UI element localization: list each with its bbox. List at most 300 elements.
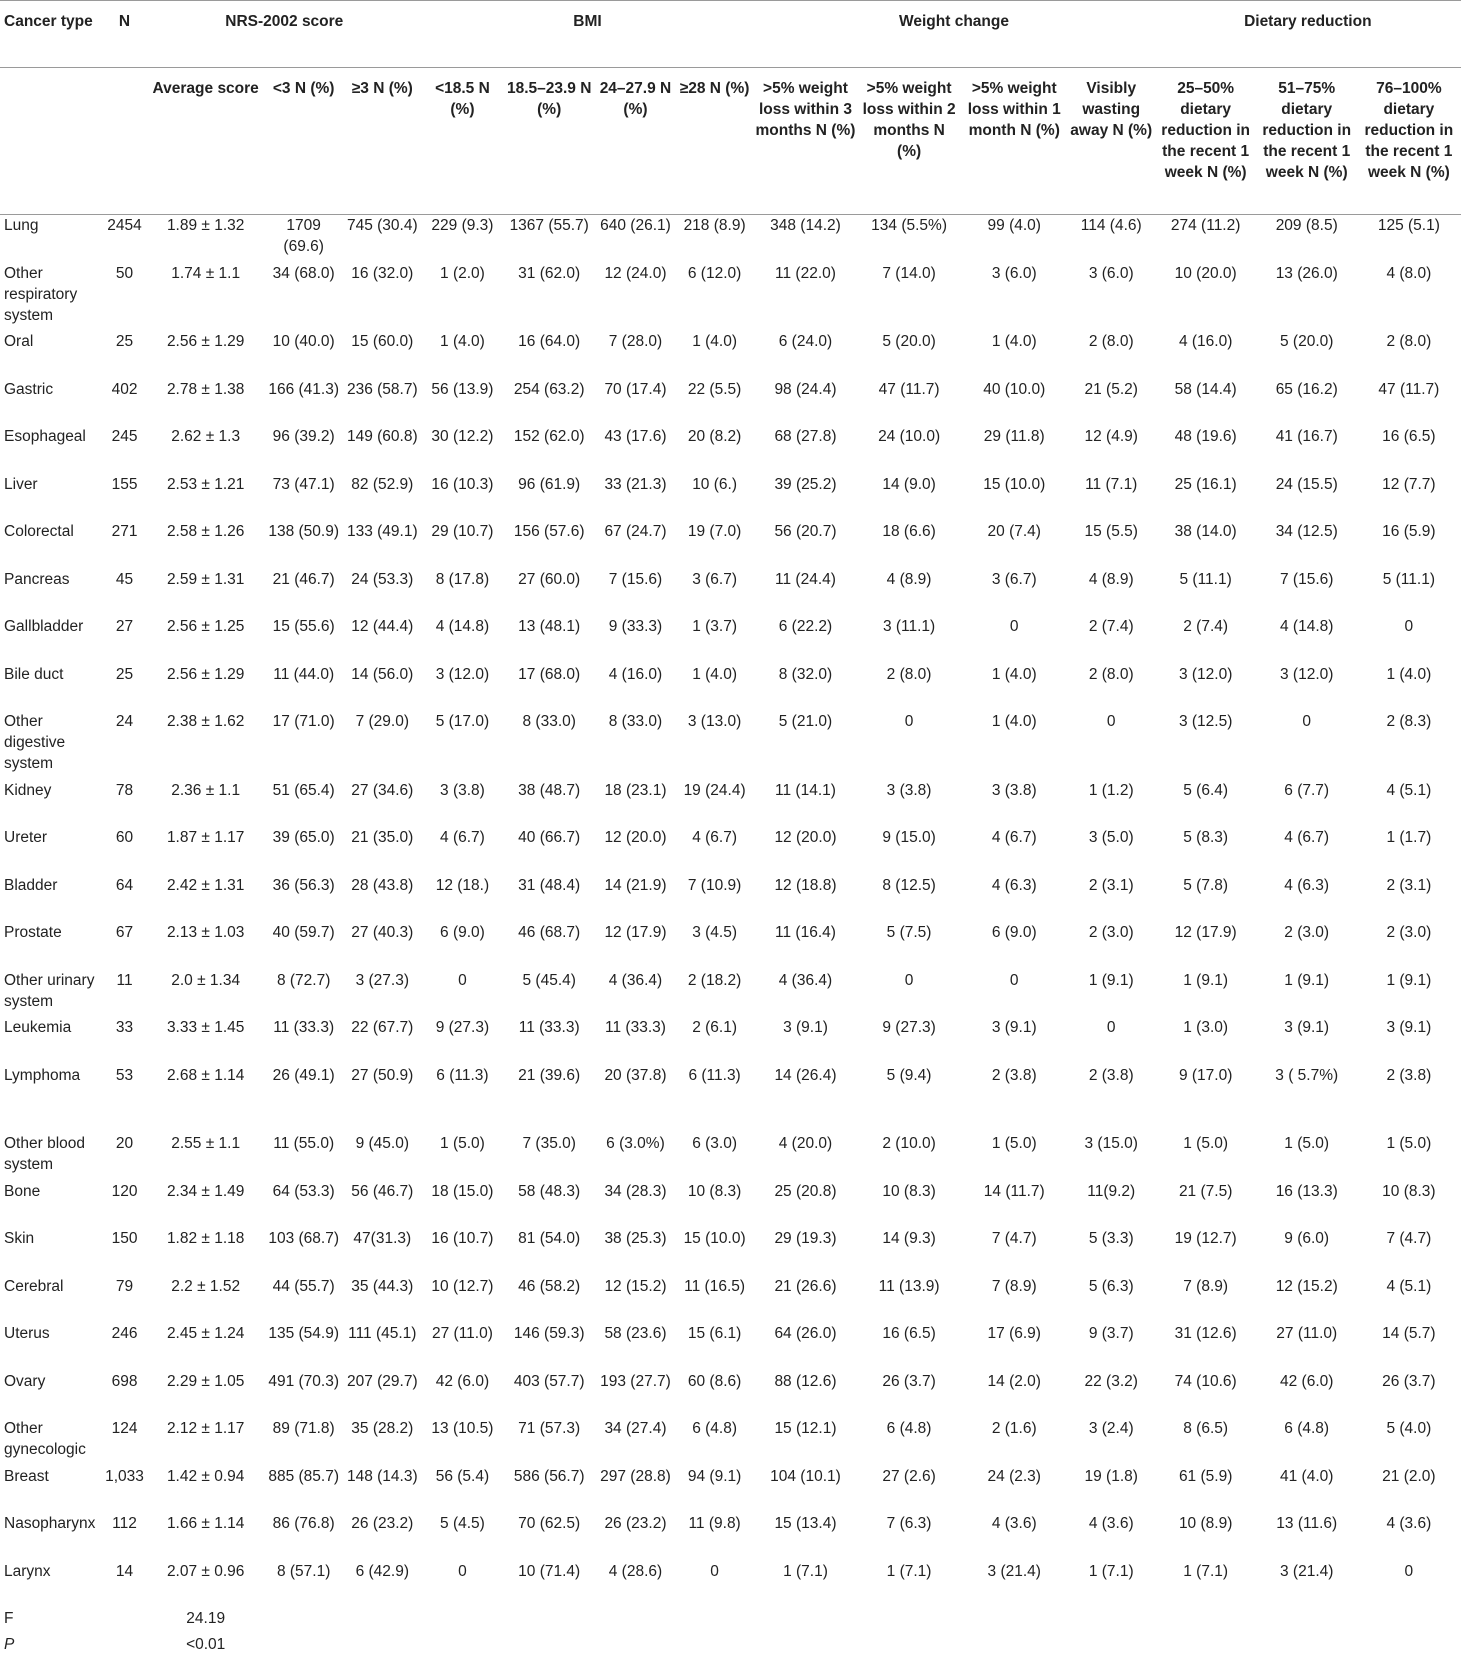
value-cell: 98 (24.4) xyxy=(774,380,837,398)
value-cell: 56 (13.9) xyxy=(431,380,494,398)
cancer-type-cell: Breast xyxy=(4,1467,49,1485)
value-cell: 2 (3.1) xyxy=(1386,876,1432,894)
value-cell: 26 (3.7) xyxy=(882,1372,936,1390)
value-cell: 11 (33.3) xyxy=(605,1019,666,1036)
subheader: 18.5–23.9 N (%) xyxy=(503,68,595,215)
table-row xyxy=(0,331,1461,379)
value-cell: 218 (8.9) xyxy=(683,217,746,234)
value-cell: 21 (7.5) xyxy=(1178,1182,1233,1200)
value-cell: 4 (28.6) xyxy=(608,1562,663,1580)
value-cell: 2 (7.4) xyxy=(1183,618,1229,635)
value-cell: 21 (39.6) xyxy=(518,1066,581,1084)
value-cell: 209 (8.5) xyxy=(1275,217,1338,234)
value-cell: 7 (14.0) xyxy=(882,264,936,282)
value-cell: 13 (10.5) xyxy=(431,1420,494,1437)
n-cell: 53 xyxy=(115,1066,134,1084)
subheader: <18.5 N (%) xyxy=(422,68,504,215)
value-cell: 11 (33.3) xyxy=(518,1019,580,1036)
value-cell: 8 (12.5) xyxy=(882,876,936,894)
value-cell: 2.12 ± 1.17 xyxy=(166,1420,245,1437)
table-row xyxy=(0,875,1461,923)
n-cell: 64 xyxy=(115,876,134,894)
value-cell: 0 xyxy=(1106,1019,1116,1036)
value-cell: 5 (20.0) xyxy=(1280,333,1334,350)
value-cell: 7 (35.0) xyxy=(522,1135,576,1152)
value-cell: 0 xyxy=(1404,618,1414,635)
value-cell: 27 (60.0) xyxy=(518,570,581,588)
value-cell: 64 (26.0) xyxy=(774,1325,837,1342)
cancer-type-cell: Kidney xyxy=(4,781,52,799)
value-cell: 96 (39.2) xyxy=(272,428,335,445)
value-cell: 5 (45.4) xyxy=(522,971,576,989)
n-cell: 155 xyxy=(111,475,138,493)
value-cell: 0 xyxy=(1009,618,1019,635)
cancer-type-cell: Other blood system xyxy=(4,1135,85,1173)
value-cell: 41 (4.0) xyxy=(1280,1467,1334,1485)
value-cell: 9 (27.3) xyxy=(882,1019,936,1036)
value-cell: 11 (16.5) xyxy=(684,1277,746,1295)
value-cell: 10 (8.3) xyxy=(1382,1182,1436,1200)
value-cell: 4 (36.4) xyxy=(778,971,833,989)
value-cell: 99 (4.0) xyxy=(987,217,1041,234)
value-cell: 46 (68.7) xyxy=(518,924,581,941)
value-cell: 15 (12.1) xyxy=(774,1420,837,1437)
value-cell: 1 (5.0) xyxy=(1386,1135,1432,1152)
value-cell: 3 (15.0) xyxy=(1084,1135,1138,1152)
cancer-type-cell: Lymphoma xyxy=(4,1066,81,1084)
p-label: P xyxy=(4,1636,15,1653)
value-cell: 26 (23.2) xyxy=(604,1515,667,1532)
value-cell: 3 (21.4) xyxy=(1280,1562,1334,1580)
value-cell: 58 (14.4) xyxy=(1174,380,1237,398)
value-cell: 3 (12.0) xyxy=(1280,665,1334,683)
value-cell: 2.56 ± 1.29 xyxy=(166,333,245,350)
value-cell: 9 (3.7) xyxy=(1088,1325,1134,1342)
value-cell: 15 (10.0) xyxy=(683,1230,746,1247)
value-cell: 88 (12.6) xyxy=(774,1372,837,1390)
value-cell: 3 (11.1) xyxy=(882,618,936,635)
value-cell: 2.07 ± 0.96 xyxy=(166,1562,245,1580)
value-cell: 7 (15.6) xyxy=(608,570,663,588)
value-cell: 7 (6.3) xyxy=(886,1515,932,1532)
value-cell: 17 (6.9) xyxy=(987,1325,1041,1342)
subheader: Average score xyxy=(147,68,264,215)
value-cell: 26 (3.7) xyxy=(1382,1372,1436,1390)
value-cell: 22 (67.7) xyxy=(351,1019,414,1036)
table-body xyxy=(0,215,1461,1609)
value-cell: 2.36 ± 1.1 xyxy=(171,781,241,799)
value-cell: 5 (11.1) xyxy=(1382,570,1435,588)
value-cell: 7 (8.9) xyxy=(991,1277,1037,1295)
value-cell: 60 (8.6) xyxy=(687,1372,742,1390)
value-cell: 4 (36.4) xyxy=(608,971,663,989)
subheader: >5% weight loss within 1 month N (%) xyxy=(961,68,1068,215)
value-cell: 4 (14.8) xyxy=(1280,618,1334,635)
value-cell: 640 (26.1) xyxy=(600,217,671,234)
value-cell: 1367 (55.7) xyxy=(509,217,589,234)
subheader: >5% weight loss within 2 months N (%) xyxy=(858,68,961,215)
value-cell: 2.2 ± 1.52 xyxy=(171,1277,241,1295)
value-cell: 14 (5.7) xyxy=(1382,1325,1436,1342)
value-cell: 1 (9.1) xyxy=(1386,971,1432,989)
value-cell: 30 (12.2) xyxy=(431,428,494,445)
value-cell: 2.34 ± 1.49 xyxy=(166,1182,245,1200)
value-cell: 3 (9.1) xyxy=(991,1019,1037,1036)
n-cell: 20 xyxy=(115,1135,134,1152)
value-cell: 2 (8.0) xyxy=(1088,333,1134,350)
value-cell: 18 (6.6) xyxy=(882,523,936,540)
subheader: 76–100% dietary reduction in the recent 1 week N (%) xyxy=(1357,68,1461,215)
cancer-type-cell: Other gynecologic xyxy=(4,1420,86,1458)
cancer-type-cell: Lung xyxy=(4,217,39,234)
value-cell: 70 (17.4) xyxy=(604,380,667,398)
value-cell: 1 (7.1) xyxy=(1088,1562,1134,1580)
value-cell: 12 (17.9) xyxy=(1174,924,1237,941)
value-cell: 403 (57.7) xyxy=(513,1372,585,1390)
n-cell: 79 xyxy=(115,1277,134,1295)
value-cell: 12 (44.4) xyxy=(351,618,414,635)
value-cell: 1 (5.0) xyxy=(440,1135,485,1152)
value-cell: 11 (33.3) xyxy=(273,1019,335,1036)
value-cell: 4 (6.3) xyxy=(991,876,1037,894)
value-cell: 1 (3.0) xyxy=(1183,1019,1229,1036)
n-cell: 25 xyxy=(115,333,134,350)
dietary-reduction-group-header: Dietary reduction xyxy=(1155,1,1461,68)
value-cell: 11 (13.9) xyxy=(878,1277,940,1295)
value-cell: 2.38 ± 1.62 xyxy=(166,713,245,730)
value-cell: 103 (68.7) xyxy=(268,1230,339,1247)
value-cell: 1709 (69.6) xyxy=(283,217,324,255)
value-cell: 2 (3.8) xyxy=(1088,1066,1134,1084)
value-cell: 12 (7.7) xyxy=(1382,475,1436,493)
value-cell: 491 (70.3) xyxy=(268,1372,339,1390)
value-cell: 0 xyxy=(904,971,914,989)
value-cell: 348 (14.2) xyxy=(770,217,841,234)
value-cell: 5 (4.0) xyxy=(1386,1420,1432,1437)
group-header-row xyxy=(0,1,1461,68)
value-cell: 138 (50.9) xyxy=(268,523,339,540)
value-cell: 3 (6.0) xyxy=(991,264,1037,282)
n-cell: 27 xyxy=(115,618,134,635)
value-cell: 4 (5.1) xyxy=(1386,1277,1432,1295)
value-cell: 5 (6.3) xyxy=(1088,1277,1134,1295)
n-cell: 1,033 xyxy=(105,1467,144,1485)
value-cell: 6 (4.8) xyxy=(1284,1420,1330,1437)
value-cell: 0 xyxy=(1404,1562,1414,1580)
value-cell: 5 (20.0) xyxy=(882,333,936,350)
value-cell: 7 (29.0) xyxy=(355,713,409,730)
value-cell: 1.42 ± 0.94 xyxy=(166,1467,245,1485)
value-cell: 94 (9.1) xyxy=(687,1467,742,1485)
value-cell: 135 (54.9) xyxy=(268,1325,339,1342)
value-cell: 6 (11.3) xyxy=(436,1066,489,1084)
value-cell: 4 (8.0) xyxy=(1386,264,1432,282)
value-cell: 21 (5.2) xyxy=(1084,380,1138,398)
value-cell: 3 (4.5) xyxy=(692,924,737,941)
value-cell: 2 (3.0) xyxy=(1284,924,1330,941)
value-cell: 2 (1.6) xyxy=(991,1420,1037,1437)
value-cell: 111 (45.1) xyxy=(348,1325,417,1342)
value-cell: 2.53 ± 1.21 xyxy=(166,475,245,493)
value-cell: 4 (3.6) xyxy=(1088,1515,1134,1532)
value-cell: 2 (8.0) xyxy=(1088,665,1134,683)
value-cell: 19 (1.8) xyxy=(1084,1467,1138,1485)
value-cell: 9 (6.0) xyxy=(1284,1230,1330,1247)
value-cell: 1 (4.0) xyxy=(1386,665,1432,683)
value-cell: 5 (9.4) xyxy=(886,1066,932,1084)
value-cell: 3 ( 5.7%) xyxy=(1275,1066,1339,1084)
value-cell: 10 (6.) xyxy=(692,475,737,493)
cancer-type-cell: Gastric xyxy=(4,380,54,398)
value-cell: 34 (68.0) xyxy=(272,264,335,282)
value-cell: 12 (24.0) xyxy=(604,264,667,282)
value-cell: 133 (49.1) xyxy=(346,523,418,540)
value-cell: 38 (48.7) xyxy=(518,781,581,799)
value-cell: 2.45 ± 1.24 xyxy=(166,1325,245,1342)
value-cell: 1 (4.0) xyxy=(991,665,1037,683)
value-cell: 27 (50.9) xyxy=(351,1066,414,1084)
value-cell: 16 (13.3) xyxy=(1275,1182,1338,1200)
value-cell: 0 xyxy=(1106,713,1116,730)
value-cell: 43 (17.6) xyxy=(604,428,667,445)
value-cell: 5 (21.0) xyxy=(778,713,833,730)
table-row xyxy=(0,569,1461,617)
cancer-type-cell: Other respiratory system xyxy=(4,264,78,324)
n-cell: 120 xyxy=(111,1182,138,1200)
value-cell: 1.87 ± 1.17 xyxy=(166,829,245,846)
n-cell: 14 xyxy=(115,1562,134,1580)
value-cell: 56 (20.7) xyxy=(774,523,837,540)
value-cell: 11 (7.1) xyxy=(1085,475,1138,493)
value-cell: 1.89 ± 1.32 xyxy=(166,217,245,234)
value-cell: 152 (62.0) xyxy=(513,428,585,445)
value-cell: 2 (18.2) xyxy=(687,971,742,989)
value-cell: 1 (4.0) xyxy=(991,713,1037,730)
value-cell: 166 (41.3) xyxy=(268,380,339,398)
value-cell: 2.55 ± 1.1 xyxy=(171,1135,241,1152)
value-cell: 3 (12.5) xyxy=(1178,713,1233,730)
value-cell: 3 (12.0) xyxy=(1178,665,1233,683)
table-row xyxy=(0,1371,1461,1419)
value-cell: 27 (11.0) xyxy=(431,1325,493,1342)
table-row xyxy=(0,1017,1461,1065)
value-cell: 0 xyxy=(458,971,467,989)
value-cell: 10 (71.4) xyxy=(518,1562,581,1580)
value-cell: 12 (15.2) xyxy=(604,1277,667,1295)
cancer-type-cell: Other digestive system xyxy=(4,713,66,772)
table-row xyxy=(0,1513,1461,1561)
value-cell: 11 (22.0) xyxy=(775,264,836,282)
cancer-type-cell: Ureter xyxy=(4,829,48,846)
table-row xyxy=(0,970,1461,1018)
value-cell: 2 (8.3) xyxy=(1386,713,1432,730)
value-cell: 9 (33.3) xyxy=(608,618,663,635)
subheader: 24–27.9 N (%) xyxy=(595,68,676,215)
value-cell: 11 (14.1) xyxy=(775,781,836,799)
n-cell: 112 xyxy=(112,1515,137,1532)
value-cell: 745 (30.4) xyxy=(346,217,418,234)
value-cell: 10 (40.0) xyxy=(272,333,335,350)
value-cell: 13 (11.6) xyxy=(1276,1515,1338,1532)
value-cell: 58 (23.6) xyxy=(604,1325,667,1342)
value-cell: 254 (63.2) xyxy=(513,380,585,398)
value-cell: 19 (24.4) xyxy=(683,781,746,799)
value-cell: 2 (7.4) xyxy=(1088,618,1134,635)
p-value-row xyxy=(0,1634,1461,1660)
value-cell: 2.56 ± 1.29 xyxy=(166,665,245,683)
value-cell: 297 (28.8) xyxy=(600,1467,671,1485)
value-cell: 2 (3.8) xyxy=(991,1066,1037,1084)
value-cell: 8 (6.5) xyxy=(1183,1420,1229,1437)
table-row xyxy=(0,780,1461,828)
value-cell: 41 (16.7) xyxy=(1275,428,1338,445)
value-cell: 149 (60.8) xyxy=(346,428,418,445)
value-cell: 2.78 ± 1.38 xyxy=(166,380,245,398)
value-cell: 0 xyxy=(904,713,914,730)
value-cell: 68 (27.8) xyxy=(774,428,837,445)
n-cell: 25 xyxy=(115,665,134,683)
value-cell: 1 (7.1) xyxy=(886,1562,932,1580)
table-row xyxy=(0,1181,1461,1229)
value-cell: 0 xyxy=(710,1562,719,1580)
value-cell: 114 (4.6) xyxy=(1080,217,1142,234)
value-cell: 3 (12.0) xyxy=(435,665,490,683)
n-header: N xyxy=(102,1,147,68)
value-cell: 2 (3.0) xyxy=(1386,924,1432,941)
value-cell: 3 (9.1) xyxy=(1284,1019,1330,1036)
value-cell: 4 (16.0) xyxy=(1178,333,1233,350)
value-cell: 4 (6.7) xyxy=(991,829,1037,846)
value-cell: 229 (9.3) xyxy=(431,217,494,234)
p-value: <0.01 xyxy=(186,1636,226,1653)
value-cell: 33 (21.3) xyxy=(604,475,667,493)
value-cell: 29 (19.3) xyxy=(774,1230,837,1247)
value-cell: 1 (5.0) xyxy=(1183,1135,1229,1152)
value-cell: 51 (65.4) xyxy=(272,781,335,799)
value-cell: 14 (9.0) xyxy=(882,475,936,493)
value-cell: 71 (57.3) xyxy=(518,1420,581,1437)
value-cell: 12 (17.9) xyxy=(604,924,667,941)
value-cell: 7 (10.9) xyxy=(687,876,742,894)
n-cell: 45 xyxy=(115,570,134,588)
value-cell: 2.56 ± 1.25 xyxy=(166,618,245,635)
cancer-type-cell: Liver xyxy=(4,475,38,493)
value-cell: 1 (7.1) xyxy=(1183,1562,1229,1580)
value-cell: 3 (3.8) xyxy=(886,781,932,799)
value-cell: 16 (6.5) xyxy=(882,1325,936,1342)
value-cell: 12 (18.) xyxy=(435,876,490,894)
value-cell: 8 (72.7) xyxy=(276,971,331,989)
value-cell: 5 (7.5) xyxy=(886,924,932,941)
value-cell: 2.59 ± 1.31 xyxy=(166,570,245,588)
value-cell: 207 (29.7) xyxy=(346,1372,418,1390)
f-value: 24.19 xyxy=(186,1610,226,1627)
value-cell: 7 (4.7) xyxy=(991,1230,1037,1247)
value-cell: 64 (53.3) xyxy=(272,1182,335,1200)
value-cell: 81 (54.0) xyxy=(518,1230,581,1247)
cancer-type-cell: Nasopharynx xyxy=(4,1515,96,1532)
value-cell: 1 (9.1) xyxy=(1088,971,1134,989)
value-cell: 15 (55.6) xyxy=(272,618,335,635)
value-cell: 82 (52.9) xyxy=(351,475,414,493)
value-cell: 25 (20.8) xyxy=(774,1182,837,1200)
value-cell: 26 (23.2) xyxy=(351,1515,414,1532)
value-cell: 4 (5.1) xyxy=(1386,781,1432,799)
cancer-type-cell: Bladder xyxy=(4,876,58,894)
value-cell: 6 (42.9) xyxy=(355,1562,409,1580)
value-cell: 193 (27.7) xyxy=(600,1372,671,1390)
value-cell: 16 (10.3) xyxy=(431,475,494,493)
value-cell: 1 (4.0) xyxy=(991,333,1037,350)
value-cell: 1.82 ± 1.18 xyxy=(166,1230,245,1247)
value-cell: 27 (11.0) xyxy=(1276,1325,1338,1342)
value-cell: 6 (9.0) xyxy=(991,924,1037,941)
value-cell: 67 (24.7) xyxy=(604,523,667,540)
value-cell: 38 (25.3) xyxy=(604,1230,667,1247)
value-cell: 5 (3.3) xyxy=(1088,1230,1134,1247)
value-cell: 3 (3.8) xyxy=(440,781,485,799)
table-row xyxy=(0,215,1461,263)
value-cell: 42 (6.0) xyxy=(435,1372,490,1390)
value-cell: 1.66 ± 1.14 xyxy=(166,1515,245,1532)
cancer-type-cell: Esophageal xyxy=(4,428,86,445)
value-cell: 3 (3.8) xyxy=(991,781,1037,799)
value-cell: 2.62 ± 1.3 xyxy=(171,428,241,445)
value-cell: 9 (15.0) xyxy=(882,829,936,846)
value-cell: 7 (8.9) xyxy=(1183,1277,1229,1295)
n-cell: 24 xyxy=(115,713,134,730)
value-cell: 1.74 ± 1.1 xyxy=(171,264,241,282)
value-cell: 20 (8.2) xyxy=(687,428,742,445)
value-cell: 4 (16.0) xyxy=(608,665,663,683)
value-cell: 19 (7.0) xyxy=(687,523,742,540)
value-cell: 10 (8.9) xyxy=(1178,1515,1233,1532)
n-cell: 698 xyxy=(111,1372,138,1390)
cancer-type-cell: Bile duct xyxy=(4,665,64,683)
value-cell: 13 (48.1) xyxy=(518,618,581,635)
value-cell: 5 (11.1) xyxy=(1179,570,1232,588)
value-cell: 14 (9.3) xyxy=(882,1230,936,1247)
value-cell: 10 (20.0) xyxy=(1174,264,1237,282)
value-cell: 34 (28.3) xyxy=(604,1182,667,1200)
value-cell: 47(31.3) xyxy=(353,1230,412,1247)
nrs-2002-group-header: NRS-2002 score xyxy=(147,1,422,68)
value-cell: 2 (3.1) xyxy=(1088,876,1134,894)
value-cell: 16 (10.7) xyxy=(431,1230,494,1247)
value-cell: 29 (10.7) xyxy=(431,523,494,540)
value-cell: 16 (32.0) xyxy=(351,264,414,282)
value-cell: 3 (5.0) xyxy=(1088,829,1134,846)
value-cell: 21 (46.7) xyxy=(272,570,335,588)
value-cell: 6 (4.8) xyxy=(886,1420,932,1437)
value-cell: 17 (71.0) xyxy=(272,713,335,730)
value-cell: 11 (24.4) xyxy=(775,570,836,588)
value-cell: 21 (26.6) xyxy=(774,1277,837,1295)
value-cell: 9 (45.0) xyxy=(355,1135,409,1152)
value-cell: 28 (43.8) xyxy=(351,876,414,894)
value-cell: 16 (5.9) xyxy=(1382,523,1436,540)
value-cell: 12 (4.9) xyxy=(1084,428,1138,445)
f-statistic-row xyxy=(0,1608,1461,1634)
value-cell: 40 (66.7) xyxy=(518,829,581,846)
value-cell: 24 (10.0) xyxy=(878,428,941,445)
sub-header-row xyxy=(0,68,1461,215)
value-cell: 14 (26.4) xyxy=(774,1066,837,1084)
value-cell: 2 (3.0) xyxy=(1088,924,1134,941)
value-cell: 3 (6.7) xyxy=(692,570,737,588)
n-cell: 60 xyxy=(115,829,134,846)
value-cell: 4 (8.9) xyxy=(1088,570,1134,588)
